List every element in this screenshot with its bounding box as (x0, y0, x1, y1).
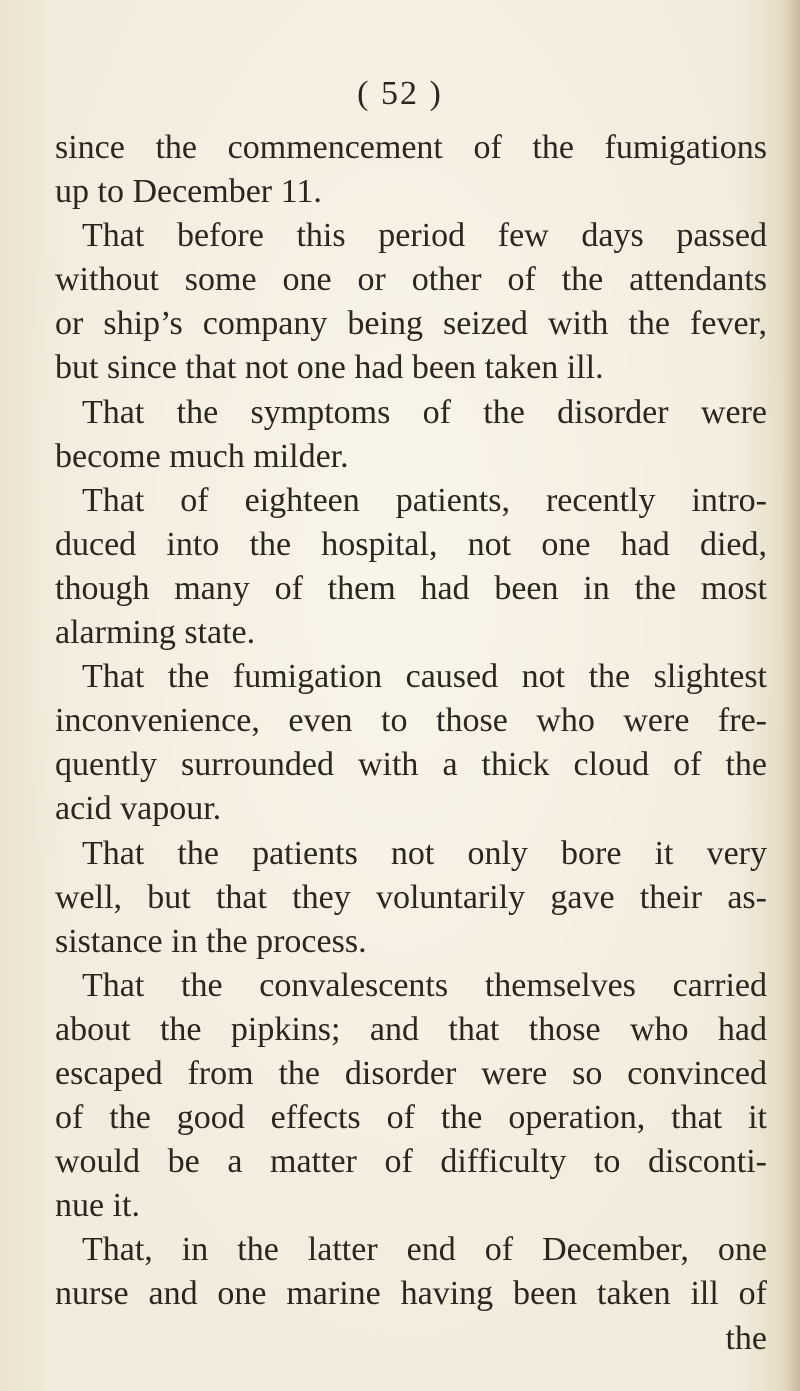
text-line: or ship’s company being seized with the fever, (55, 305, 767, 343)
text-line: That before this period few days passed (82, 217, 767, 255)
page-edge-shadow (782, 0, 800, 1391)
body-text (55, 126, 767, 1361)
text-line: about the pipkins; and that those who had (55, 1010, 767, 1048)
text-line: That the fumigation caused not the slightest (82, 658, 767, 696)
text-line: inconvenience, even to those who were fre- (55, 702, 767, 740)
text-line: That the patients not only bore it very (82, 834, 767, 872)
page-number-header: ( 52 ) (357, 75, 443, 112)
text-line: That of eighteen patients, recently intro- (82, 481, 767, 519)
text-line: would be a matter of difficulty to disconti- (55, 1143, 767, 1181)
text-line: well, but that they voluntarily gave their as- (55, 878, 767, 916)
text-line: the (725, 1319, 767, 1357)
text-line: nue it. (55, 1187, 140, 1225)
text-line: acid vapour. (55, 790, 222, 828)
text-line: That the symptoms of the disorder were (82, 393, 767, 431)
text-line: of the good effects of the operation, that it (55, 1099, 767, 1137)
text-line: That, in the latter end of December, one (82, 1231, 767, 1269)
text-line: duced into the hospital, not one had died, (55, 525, 767, 563)
text-line: quently surrounded with a thick cloud of the (55, 746, 767, 784)
text-line: escaped from the disorder were so convinced (55, 1054, 767, 1092)
text-line: That the convalescents themselves carried (82, 966, 767, 1004)
text-line: become much milder. (55, 437, 349, 475)
text-line: alarming state. (55, 614, 256, 652)
text-line: though many of them had been in the most (55, 569, 767, 607)
text-line: up to December 11. (55, 173, 322, 211)
text-line: sistance in the process. (55, 922, 367, 960)
text-line: since the commencement of the fumigations (55, 129, 767, 166)
text-line: without some one or other of the attendants (55, 261, 767, 299)
text-line: but since that not one had been taken ill. (55, 349, 604, 387)
text-line: nurse and one marine having been taken ill of (55, 1275, 767, 1313)
